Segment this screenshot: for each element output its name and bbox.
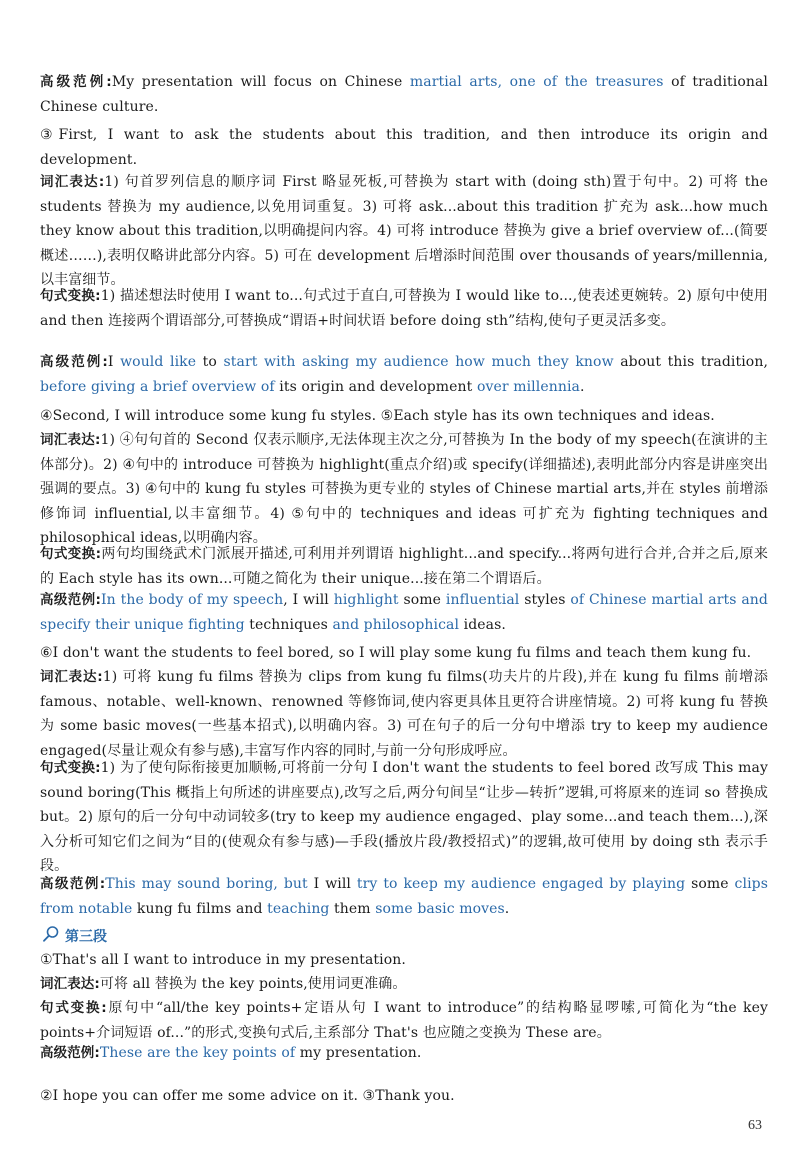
text-run: 1) 句首罗列信息的顺序词 First 略显死板,可替换为 start with (doing sth)置于句中。2) 可将 the students 替换为 my audience,以免用词重复。3) 可将 ask...about this tradition 扩充为 ask...how much they know about this tradition,以明确提问内容。4) 可将 introduce 替换为 give a brief overview of...(简要概述……),表明仅略讲此部分内容。5) 可在 development 后增添时间范围 over thousands of years/millennia,以丰富细节。 xyxy=(40,174,769,288)
note-label: 高级范例: xyxy=(40,1045,100,1061)
highlighted-phrase: clips from notable xyxy=(40,876,768,917)
advanced-example-3 xyxy=(40,588,768,637)
advanced-example-1 xyxy=(40,70,768,119)
vocab-note-3 xyxy=(40,170,768,293)
text-run: , I will xyxy=(283,592,334,608)
sentence-note-3 xyxy=(40,284,768,333)
highlighted-phrase: over millennia xyxy=(476,378,580,395)
highlighted-phrase: In the body of my speech xyxy=(101,592,284,608)
note-label: 词汇表达: xyxy=(40,174,105,190)
text-run: ④Second, I will introduce some kung fu styles. ⑤Each style has its own techniques and ideas. xyxy=(40,408,715,424)
text-run: I will xyxy=(307,876,357,892)
section-3-title: 第三段 xyxy=(65,929,107,945)
note-label: 句式变换: xyxy=(40,1000,107,1016)
advanced-example-5 xyxy=(40,1041,768,1066)
original-sentence-6 xyxy=(40,641,768,666)
text-run: 1) 描述想法时使用 I want to...句式过于直白,可替换为 I would like to...,使表述更婉转。2) 原句中使用 and then 连接两个谓语部分,可替换成“谓语+时间状语 before doing sth”结构,使句子更灵活多变。 xyxy=(40,288,768,329)
vocab-note-s3-1 xyxy=(40,972,768,997)
highlighted-phrase: teaching xyxy=(267,900,330,917)
highlighted-phrase: These are the key points of xyxy=(99,1045,296,1061)
text-run: ②I hope you can offer me some advice on it. ③Thank you. xyxy=(40,1088,455,1104)
text-run: of traditional Chinese culture. xyxy=(40,74,768,115)
highlighted-phrase: highlight xyxy=(333,592,399,608)
original-sentence-s3-1 xyxy=(40,948,768,973)
original-sentence-4-5 xyxy=(40,404,768,429)
vocab-note-4-5 xyxy=(40,428,768,551)
text-run: to xyxy=(196,354,224,370)
text-run: them xyxy=(329,900,376,917)
sentence-note-4-5 xyxy=(40,542,768,591)
text-run: kung fu films and xyxy=(132,900,268,917)
note-label: 词汇表达: xyxy=(40,432,101,448)
text-run: 可将 all 替换为 the key points,使用词更准确。 xyxy=(99,976,407,992)
original-sentence-3 xyxy=(40,123,768,172)
page-number: 63 xyxy=(748,1118,762,1133)
magnifier-icon xyxy=(42,925,60,947)
text-run: some xyxy=(685,876,735,892)
text-run: 原句中“all/the key points+定语从句 I want to introduce”的结构略显啰嗦,可简化为“the key points+介词短语 of...”的形式,变换句式后,主系部分 That's 也应随之变换为 These are。 xyxy=(40,1000,769,1041)
text-run: ideas. xyxy=(459,616,506,633)
text-run: I xyxy=(107,354,121,370)
advanced-example-2 xyxy=(40,350,768,399)
text-run: some xyxy=(398,592,446,608)
note-label: 词汇表达: xyxy=(40,976,100,992)
text-run: . xyxy=(579,378,585,395)
highlighted-phrase: influential xyxy=(445,592,520,608)
note-label: 词汇表达: xyxy=(40,669,103,685)
highlighted-phrase: This may sound boring, but xyxy=(105,876,308,892)
original-sentence-s3-2-3 xyxy=(40,1084,768,1109)
text-run: my presentation. xyxy=(295,1045,422,1061)
sentence-note-6 xyxy=(40,756,768,879)
highlighted-phrase: martial arts, one of the treasures xyxy=(409,74,664,90)
vocab-note-6 xyxy=(40,665,768,763)
highlighted-phrase: try to keep my audience engaged by playing xyxy=(356,876,686,892)
text-run: My presentation will focus on Chinese xyxy=(111,74,410,90)
text-run: ⑥I don't want the students to feel bored, so I will play some kung fu films and teach them kung fu. xyxy=(40,645,752,661)
highlighted-phrase: start with asking my audience how much they know xyxy=(223,354,614,370)
note-label: 句式变换: xyxy=(40,760,101,776)
highlighted-phrase: of Chinese martial arts and specify their unique fighting xyxy=(40,592,768,633)
text-run: its origin and development xyxy=(274,378,477,395)
text-run: 1) ④句句首的 Second 仅表示顺序,无法体现主次之分,可替换为 In the body of my speech(在演讲的主体部分)。2) ④句中的 introduce 可替换为 highlight(重点介绍)或 specify(详细描述),表明此部分内容是讲座突出强调的要点。3) ④句中的 kung fu styles 可替换为更专业的 styles of Chinese martial arts,并在 styles 前增添修饰词 influential,以丰富细节。4) ⑤句中的 techniques and ideas 可扩充为 fighting techniques and philosophical ideas,以明确内容。 xyxy=(40,432,768,546)
highlighted-phrase: before giving a brief overview of xyxy=(40,378,275,395)
note-label: 句式变换: xyxy=(40,288,101,304)
highlighted-phrase: some basic moves xyxy=(375,900,505,917)
note-label: 高级范例: xyxy=(40,74,112,90)
highlighted-phrase: would like xyxy=(120,354,197,370)
text-run: 1) 为了使句际衔接更加顺畅,可将前一分句 I don't want the students to feel bored 改写成 This may sound boring(This 概指上句所述的讲座要点),改写之后,两分句间呈“让步—转折”逻辑,可将原来的连词 so 替换成 but。2) 原句的后一分句中动词较多(try to keep my audience engaged、play some...and teach them...),深入分析可知它们之间为“目的(使观众有参与感)—手段(播放片段/教授招式)”的逻辑,故可使用 by doing sth 表示手段。 xyxy=(40,760,768,874)
text-run: ①That's all I want to introduce in my presentation. xyxy=(40,952,406,968)
note-label: 高级范例: xyxy=(40,592,102,608)
text-run: techniques xyxy=(244,616,333,633)
text-run: about this tradition, xyxy=(613,354,769,370)
text-run: . xyxy=(504,900,510,917)
text-run: ③First, I want to ask the students about this tradition, and then introduce its origin and development. xyxy=(40,127,768,168)
highlighted-phrase: and philosophical xyxy=(332,616,460,633)
sentence-note-s3-1 xyxy=(40,996,768,1045)
text-run: 两句均围绕武术门派展开描述,可利用并列谓语 highlight...and specify...将两句进行合并,合并之后,原来的 Each style has its own...可随之简化为 their unique...接在第二个谓语后。 xyxy=(40,546,768,587)
text-run: 1) 可将 kung fu films 替换为 clips from kung fu films(功夫片的片段),并在 kung fu films 前增添 famous、notable、well-known、renowned 等修饰词,使内容更具体且更符合讲座情境。2) 可将 kung fu 替换为 some basic moves(一些基本招式),以明确内容。3) 可在句子的后一分句中增添 try to keep my audience engaged(尽量让观众有参与感),丰富写作内容的同时,与前一分句形成呼应。 xyxy=(40,669,768,759)
text-run: styles xyxy=(519,592,571,608)
note-label: 高级范例: xyxy=(40,354,108,370)
section-3-header xyxy=(42,924,107,948)
note-label: 高级范例: xyxy=(40,876,106,892)
note-label: 句式变换: xyxy=(40,546,102,562)
advanced-example-4 xyxy=(40,872,768,921)
